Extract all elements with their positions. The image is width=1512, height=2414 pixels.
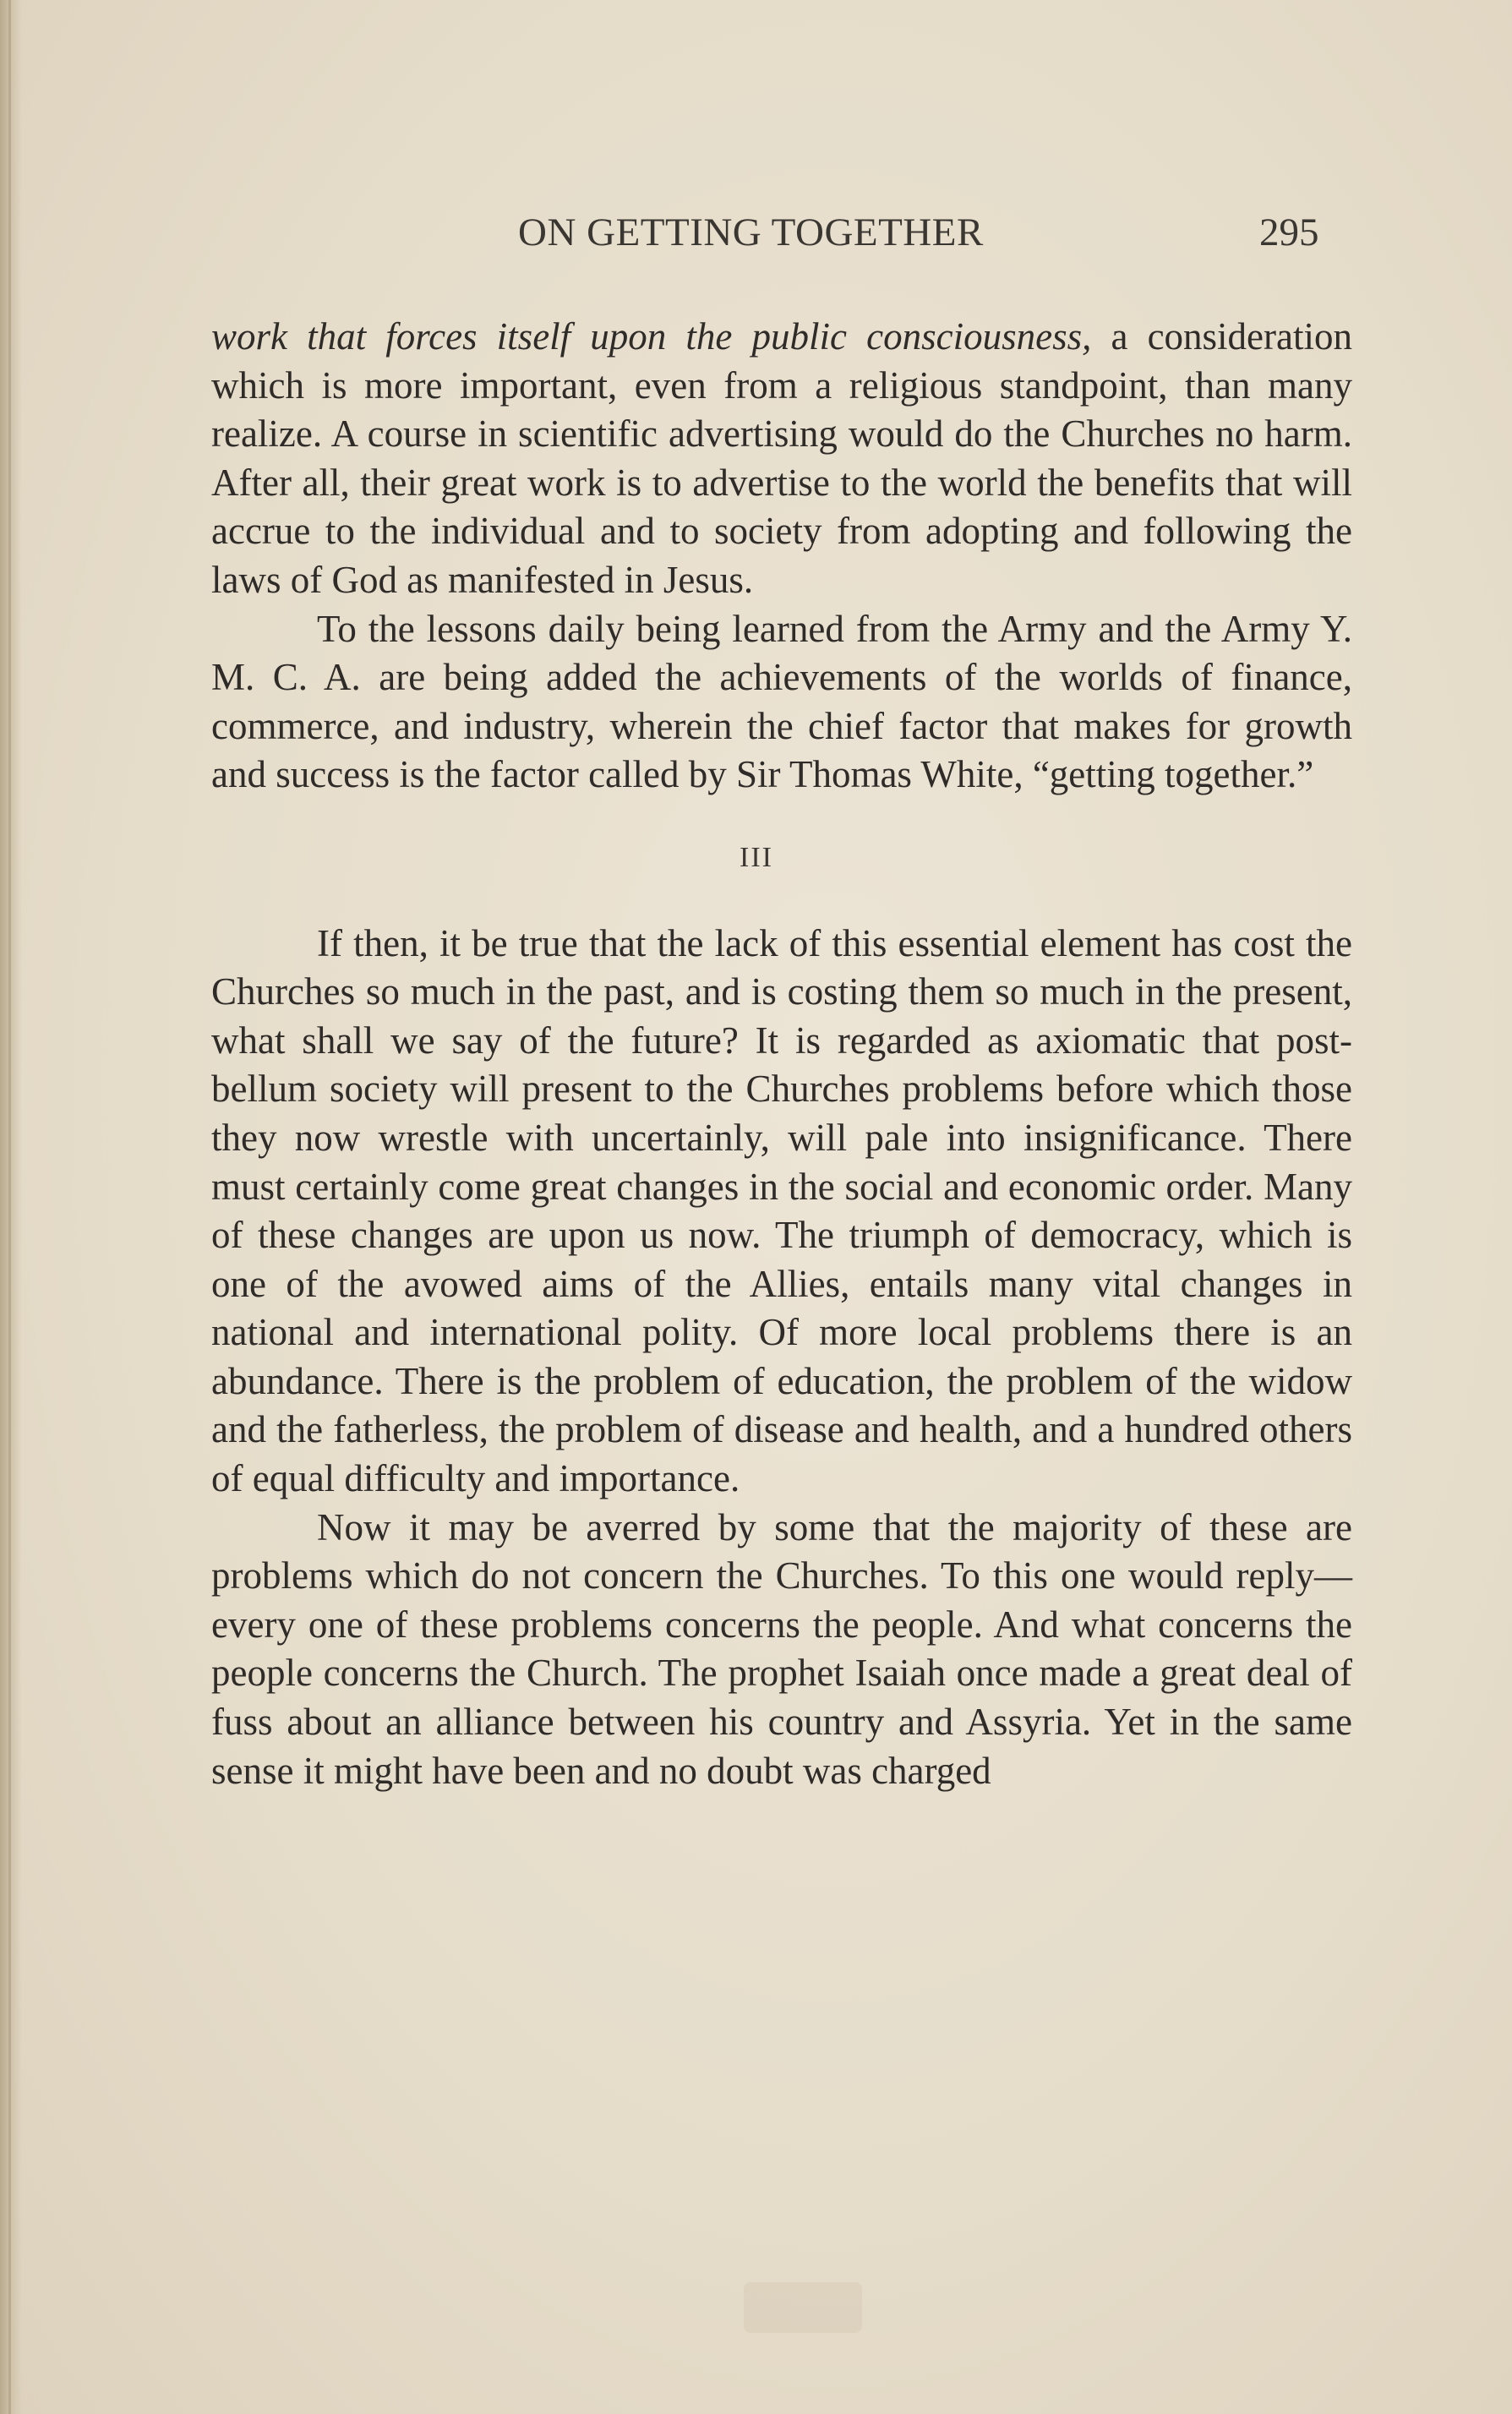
paragraph-2: To the lessons daily being learned from the Army and the Army Y. M. C. A. are being added the achievements of the worlds of finance, commerce, and industry, wherein the chief factor that makes for growth and success is the factor called by Sir Thomas White, “getting together.”: [211, 607, 1352, 796]
paragraph-4: Now it may be averred by some that the majority of these are problems which do not concern the Churches. To this one would reply—every one of these problems concerns the people. And what concerns the people concerns the Church. The prophet Isaiah once made a great deal of fuss about an alliance between his country and Assyria. Yet in the same sense it might have been and no doubt was charged: [211, 1505, 1352, 1792]
running-title: ON GETTING TOGETHER: [518, 210, 984, 254]
page-binding-edge: [0, 0, 22, 2414]
paragraph-1: [211, 313, 1352, 605]
page-header: [211, 210, 1327, 269]
paragraph-1-text: a consideration which is more important, even from a religious standpoint, than many realize. A course in scientific advertising would do the Churches no harm. After all, their great work is to advertise to the world the benefits that will accrue to the individual and to society from adopting and following the laws of God as manifested in Jesus.: [211, 315, 1352, 601]
italic-phrase: work that forces itself upon the public consciousness,: [211, 315, 1092, 358]
page-number: 295: [1259, 210, 1319, 254]
paragraph-3: If then, it be true that the lack of this essential element has cost the Churches so much in the past, and is costing them so much in the present, what shall we say of the future? It is regarded as axiomatic that post-bellum society will present to the Churches problems before which those they now wrestle with uncertainly, will pale into insignificance. There must certainly come great changes in the social and economic order. Many of these changes are upon us now. The triumph of democracy, which is one of the avowed aims of the Allies, entails many vital changes in national and international polity. Of more local problems there is an abundance. There is the problem of education, the problem of the widow and the fatherless, the problem of disease and health, and a hundred others of equal difficulty and importance.: [211, 921, 1352, 1500]
page-binding-line: [8, 0, 11, 2414]
paper-stain: [744, 2282, 862, 2333]
body-text: [211, 313, 1352, 1795]
section-number: III: [740, 841, 773, 873]
